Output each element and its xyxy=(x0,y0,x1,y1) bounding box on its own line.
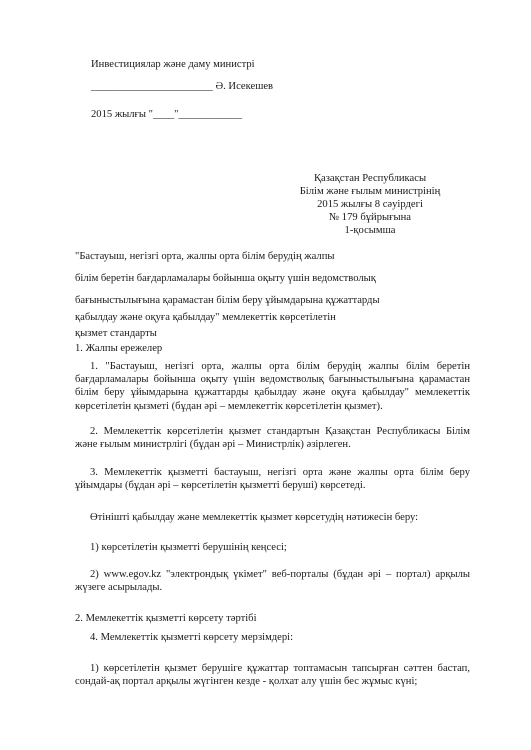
paragraph: 4. Мемлекеттік қызметті көрсету мерзімдері: xyxy=(90,632,294,643)
document-title-line: бағыныстылығына қарамастан білім беру ұйымдарына құжаттарды xyxy=(75,295,380,306)
approver-ministry: Инвестициялар және даму министрі xyxy=(91,59,255,70)
appendix-line: 2015 жылғы 8 сәуірдегі xyxy=(317,199,423,210)
section-heading: 1. Жалпы ережелер xyxy=(75,343,163,354)
paragraph: Өтінішті қабылдау және мемлекеттік қызмет көрсетудің нәтижесін беру: xyxy=(90,512,419,523)
appendix-line: Қазақстан Республикасы xyxy=(313,173,427,184)
paragraph: 1. "Бастауыш, негізгі орта, жалпы орта білім берудің жалпы білім беретін бағдарламалары бойынша оқыту үшін ведомстволық бағыныстылығына қарамастан білім беру ұйымдарына құжаттарды қабылдау және оқуға қабылдау" мемлекеттік көрсетілетін қызметі (бұдан әрі – мемлекеттік көрсетілетін қызмет). xyxy=(75,361,470,412)
document-title-line: білім беретін бағдарламалары бойынша оқыту үшін ведомстволық xyxy=(75,273,376,284)
list-item: 1) көрсетілетін қызмет берушіге құжаттар топтамасын тапсырған сәттен бастап, сондай-ақ портал арқылы жүгінген кезде - қолхат алу үшін бес жұмыс күні; xyxy=(75,663,470,688)
paragraph: 3. Мемлекеттік қызметті бастауыш, негізгі орта және жалпы орта білім беру ұйымдары (бұдан әрі – көрсетілетін қызметті беруші) көрсетеді. xyxy=(75,467,470,492)
list-item: 2) www.egov.kz "электрондық үкімет" веб-порталы (бұдан әрі – портал) арқылы жүзеге асырылады. xyxy=(75,569,470,594)
document-title-line: қабылдау және оқуға қабылдау" мемлекеттік көрсетілетін xyxy=(75,312,336,323)
approval-date-line: 2015 жылғы "____"____________ xyxy=(91,109,243,120)
approver-signature-line: _______________________ Ә. Исекешев xyxy=(91,81,274,92)
appendix-reference xyxy=(270,172,470,237)
document-title-line: "Бастауыш, негізгі орта, жалпы орта білім берудің жалпы xyxy=(75,251,335,262)
appendix-line: № 179 бұйрығына xyxy=(329,212,411,223)
appendix-line: 1-қосымша xyxy=(344,225,396,236)
appendix-line: Білім және ғылым министрінің xyxy=(299,186,441,197)
section-heading: 2. Мемлекеттік қызметті көрсету тәртібі xyxy=(75,613,257,624)
paragraph: 2. Мемлекеттік көрсетілетін қызмет стандартын Қазақстан Республикасы Білім және ғылым министрлігі (бұдан әрі – Министрлік) әзірлеген. xyxy=(75,426,470,451)
document-title-line: қызмет стандарты xyxy=(75,328,157,339)
list-item: 1) көрсетілетін қызметті берушінің кеңсесі; xyxy=(90,542,287,553)
